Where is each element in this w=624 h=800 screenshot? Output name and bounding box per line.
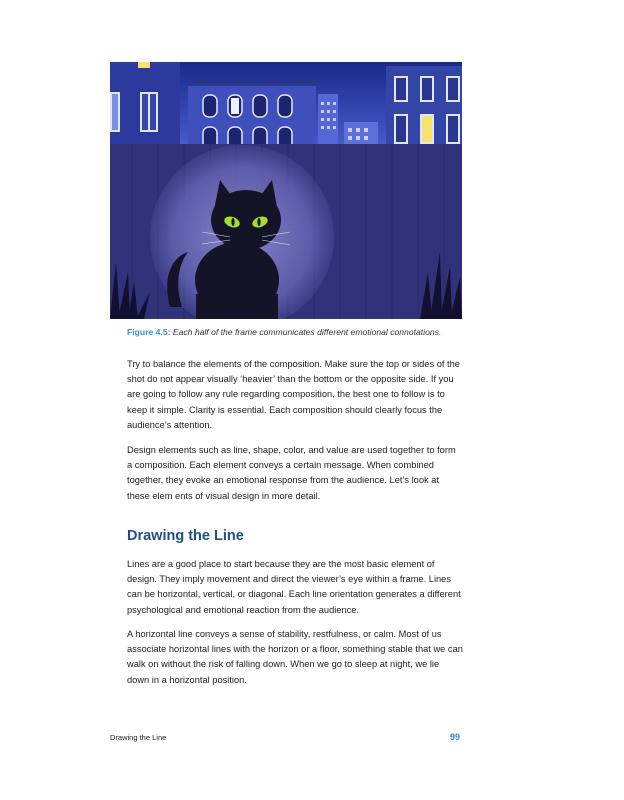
page-number: 99 <box>450 732 461 742</box>
section-heading: Drawing the Line <box>127 528 244 544</box>
body-paragraph: A horizontal line conveys a sense of stability, restfulness, or calm. Most of us associate horizontal lines with the horizon or a floor, something stable that we can walk on without the risk of falling down. When we go to sleep at night, we lie down in a horizontal position. <box>127 629 463 685</box>
body-paragraph: Lines are a good place to start because they are the most basic element of design. They imply movement and direct the viewer’s eye within a frame. Lines can be horizontal, vertical, or diagonal. Each line orientation generates a different psychological and emotional reaction from the audience. <box>127 559 461 615</box>
body-paragraph: Try to balance the elements of the composition. Make sure the top or sides of the shot do not appear visually ‘heavier’ than the bottom or the opposite side. If you are going to follow any rule regarding composition, the best one to follow is to keep it simple. Clarity is essential. Each composition should clearly focus the audience’s attention. <box>127 359 460 430</box>
figure-caption <box>127 327 441 337</box>
night-cat-illustration <box>110 62 462 319</box>
figure-illustration <box>110 62 462 319</box>
running-title: Drawing the Line <box>110 733 167 742</box>
body-paragraph: Design elements such as line, shape, color, and value are used together to form a composition. Each element conveys a certain message. When combined together, they evoke an emotional response from the audience. Let’s look at these elem ents of visual design in more detail. <box>127 445 456 501</box>
figure-caption-text: Each half of the frame communicates different emotional connotations. <box>172 327 442 337</box>
figure-label: Figure 4.5: <box>127 327 171 337</box>
